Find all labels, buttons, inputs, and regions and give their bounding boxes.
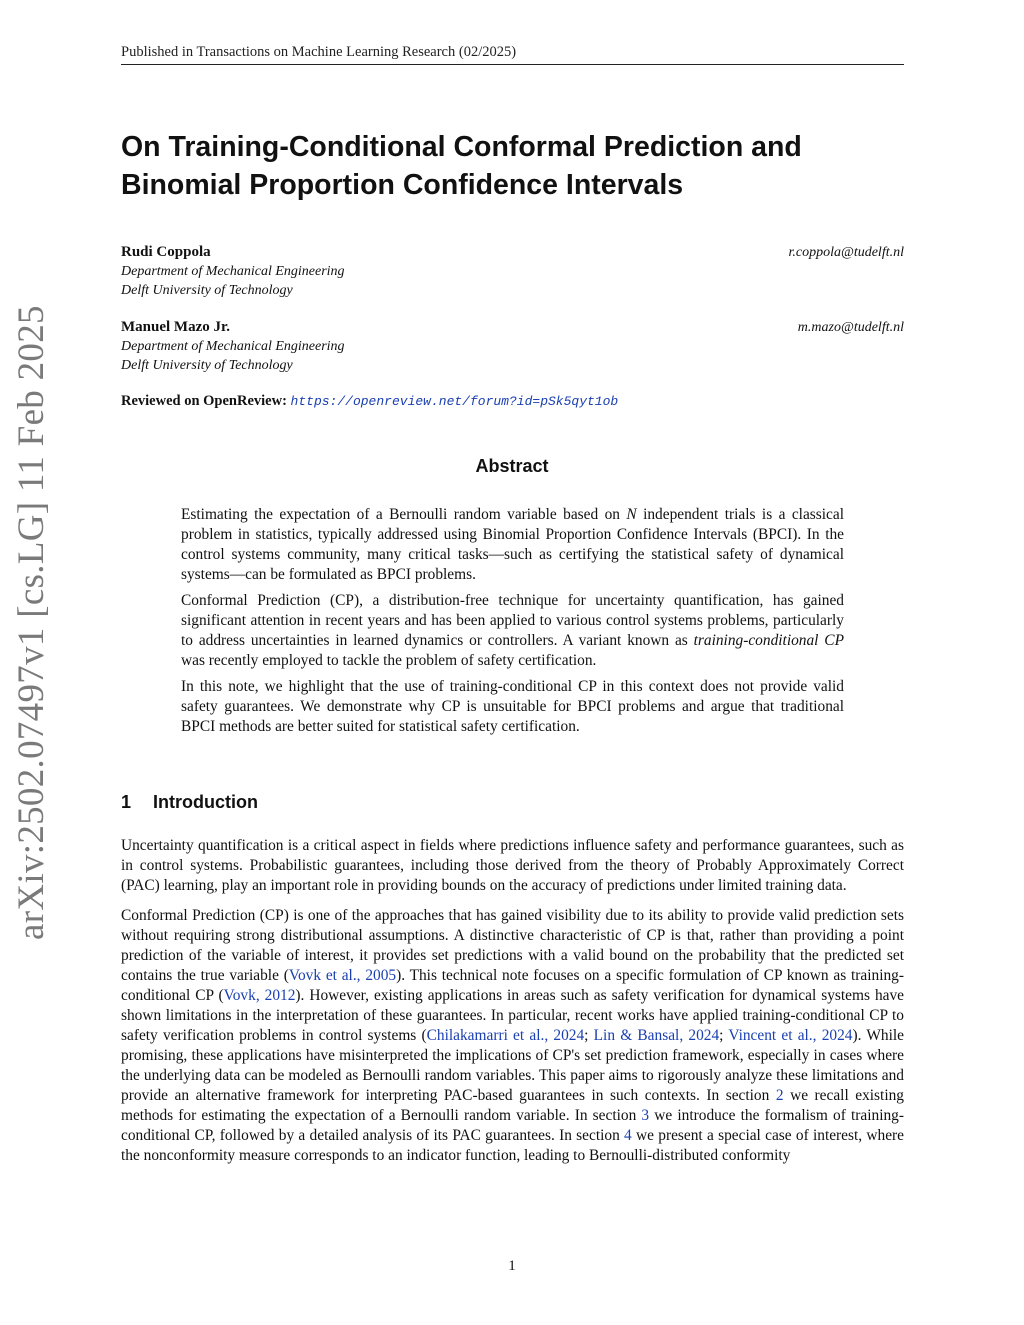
section-ref-link[interactable]: 4 — [624, 1127, 632, 1144]
section-heading-introduction — [121, 792, 258, 813]
section-title: Introduction — [153, 792, 258, 812]
abstract-paragraph: In this note, we highlight that the use of training-conditional CP in this context does not provide valid safety guarantees. We demonstrate why CP is unsuitable for BPCI problems and argue that traditional BPCI methods are better suited for statistical safety certification. — [181, 678, 844, 735]
abstract-paragraph: Conformal Prediction (CP), a distribution-free technique for uncertainty quantification, has gained significant attention in recent years and has been applied to various control systems problems, particularly to address uncertainties in learned dynamics or controllers. A variant known as training-conditional CP was recently employed to tackle the problem of safety certification. — [181, 592, 844, 669]
section-number: 1 — [121, 792, 132, 812]
section-ref-link[interactable]: 3 — [641, 1107, 650, 1124]
citation-link[interactable]: Chilakamarri et al., 2024 — [426, 1027, 585, 1044]
citation-link[interactable]: Lin & Bansal, 2024 — [593, 1027, 720, 1044]
body-paragraph: Uncertainty quantification is a critical aspect in fields where predictions influence safety and performance guarantees, such as in control systems. Probabilistic guarantees, including those derived from the theory of Probably Approximately Correct (PAC) learning, play an important role in providing bounds on the accuracy of predictions under limited training data. — [121, 837, 904, 894]
abstract-body — [181, 505, 844, 743]
citation-link[interactable]: Vovk et al., 2005 — [288, 967, 397, 984]
author-department: Department of Mechanical Engineering — [121, 264, 345, 279]
citation-link[interactable]: Vovk, 2012 — [223, 987, 296, 1004]
citation-link[interactable]: Vincent et al., 2024 — [728, 1027, 853, 1044]
openreview-link[interactable]: https://openreview.net/forum?id=pSk5qyt1ob — [290, 394, 619, 409]
review-label: Reviewed on OpenReview: — [121, 393, 287, 409]
review-info — [121, 393, 618, 410]
arxiv-identifier: arXiv:2502.07497v1 [cs.LG] 11 Feb 2025 — [11, 305, 52, 940]
page-number: 1 — [508, 1258, 516, 1274]
introduction-body — [121, 836, 904, 1176]
author-name: Rudi Coppola — [121, 244, 211, 260]
journal-header: Published in Transactions on Machine Learning Research (02/2025) — [121, 44, 904, 65]
author-email[interactable]: m.mazo@tudelft.nl — [797, 320, 904, 335]
body-paragraph: Conformal Prediction (CP) is one of the approaches that has gained visibility due to its ability to provide valid prediction sets without requiring strong distributional assumptions. A distinctive characteristic of CP is that, rather than providing a point prediction of the variable of interest, it provides set predictions with a valid bound on the probability that the predicted set contains the true variable (Vovk et al., 2005). This technical note focuses on a specific formulation of CP known as training-conditional CP (Vovk, 2012). However, existing applications in areas such as safety verification for dynamical systems have shown limitations in the interpretation of these guarantees. In particular, recent works have applied training-conditional CP to safety verification problems in control systems (Chilakamarri et al., 2024; Lin & Bansal, 2024; Vincent et al., 2024). While promising, these applications have misinterpreted the implications of CP's set prediction framework, especially in cases where the underlying data can be modeled as Bernoulli random variables. This paper aims to rigorously analyze these limitations and provide an alternative framework for interpreting PAC-based guarantees in such contexts. In section 2 we recall existing methods for estimating the expectation of a Bernoulli random variable. In section 3 we introduce the formalism of training-conditional CP, followed by a detailed analysis of its PAC guarantees. In section 4 we present a special case of interest, where the nonconformity measure corresponds to an indicator function, leading to Bernoulli-distributed conformity — [121, 907, 905, 1164]
section-ref-link[interactable]: 2 — [775, 1087, 784, 1104]
author-university: Delft University of Technology — [121, 283, 293, 298]
author-university: Delft University of Technology — [121, 358, 293, 373]
abstract-heading: Abstract — [475, 456, 549, 476]
author-2 — [121, 318, 904, 375]
author-1 — [121, 243, 904, 300]
author-department: Department of Mechanical Engineering — [121, 339, 345, 354]
abstract-paragraph: Estimating the expectation of a Bernoulli random variable based on N independent trials is a classical problem in statistics, typically addressed using Binomial Proportion Confidence Intervals (BPCI). In the control systems community, many critical tasks—such as certifying the statistical safety of dynamical systems—can be formulated as BPCI problems. — [181, 506, 844, 583]
paper-title: On Training-Conditional Conformal Prediction and Binomial Proportion Confidence Intervals — [121, 131, 802, 201]
author-email[interactable]: r.coppola@tudelft.nl — [788, 245, 904, 260]
author-name: Manuel Mazo Jr. — [121, 319, 231, 335]
